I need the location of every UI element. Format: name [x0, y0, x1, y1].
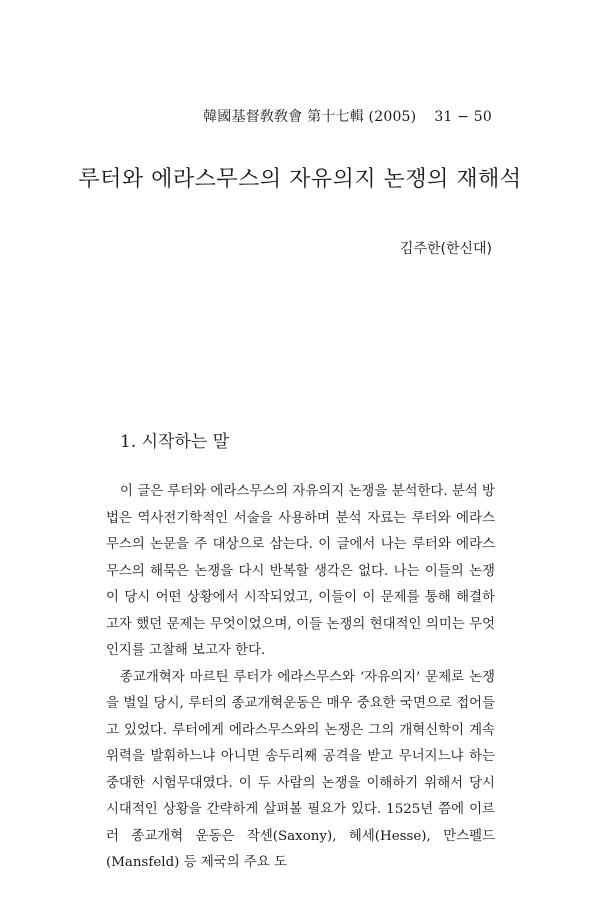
running-header [203, 106, 492, 126]
paragraph-2: 종교개혁자 마르틴 루터가 에라스무스와 ‘자유의지’ 문제로 논쟁을 벌일 당시, 루터의 종교개혁운동은 매우 중요한 국면으로 접어들고 있었다. 루터에게 에라스무스와의 논쟁은 그의 개혁신학이 계속 위력을 발휘하느냐 아니면 송두리째 공격을 받고 무너지느냐 하는 중대한 시험무대였다. 이 두 사람의 논쟁을 이해하기 위해서 당시 시대적인 상황을 간략하게 살펴볼 필요가 있다. 1525년 쯤에 이르러 종교개혁 운동은 작센(Saxony), 헤세(Hesse), 만스펠드(Mansfeld) 등 제국의 주요 도 [106, 669, 495, 870]
author-affiliation: 김주한(한신대) [399, 241, 492, 257]
paragraph-1: 이 글은 루터와 에라스무스의 자유의지 논쟁을 분석한다. 분석 방법은 역사전기학적인 서술을 사용하며 분석 자료는 루터와 에라스무스의 논문을 주 대상으로 삼는다. 이 글에서 나는 루터와 에라스무스의 해묵은 논쟁을 다시 반복할 생각은 없다. 나는 이들의 논쟁이 당시 어떤 상황에서 시작되었고, 이들이 이 문제를 통해 해결하고자 했던 문제는 무엇이었으며, 이들 논쟁의 현대적인 의미는 무엇인지를 고찰해 보고자 한다. [106, 484, 495, 658]
body-text [106, 479, 495, 877]
section-heading: 1. 시작하는 말 [120, 432, 230, 452]
article-title: 루터와 에라스무스의 자유의지 논쟁의 재해석 [78, 167, 522, 192]
journal-name: 韓國基督敎敎會 第十七輯 (2005) [203, 109, 417, 125]
page-range: 31 − 50 [434, 109, 492, 125]
